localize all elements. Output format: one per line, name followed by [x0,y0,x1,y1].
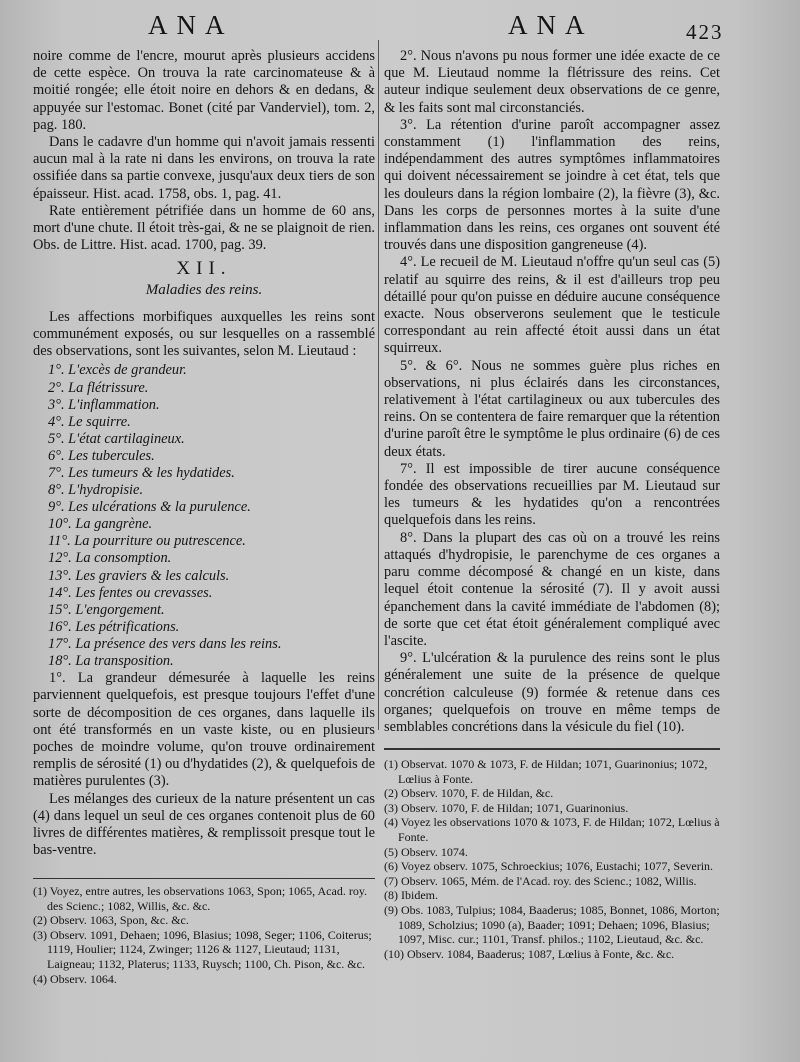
footnote-rule-right [384,748,720,750]
list-item: 4°. Le squirre. [48,413,131,430]
paragraph: Les mélanges des curieux de la nature présentent un cas (4) dans lequel un seul de ces organes contenoit plus de 60 livres de différentes matières, & remplissoit presque tout le bas-ventre. [33,790,375,859]
column-divider [378,40,379,730]
section-number: XII. [176,258,232,280]
paragraph: Rate entièrement pétrifiée dans un homme de 60 ans, mort d'une chute. Il étoit très-gai, & ne se plaignoit de rien. Obs. de Littre. Hist. acad. 1700, pag. 39. [33,202,375,254]
paragraph: 7°. Il est impossible de tirer aucune conséquence fondée des observations recueillies par M. Lieutaud sur les tumeurs & les hydatides qu'on a rencontrées quelquefois dans les reins. [384,460,720,529]
disease-list [33,362,375,670]
section-title: Maladies des reins. [145,281,263,298]
footnote: (2) Observ. 1070, F. de Hildan, &c. [384,786,554,801]
footnote: (4) Voyez les observations 1070 & 1073, F. de Hildan; 1072, Lœlius à Fonte. [384,815,720,844]
list-item: 13°. Les graviers & les calculs. [48,567,230,584]
paragraph: 9°. L'ulcération & la purulence des reins sont le plus généralement une suite de la présence de quelque concrétion calculeuse (9) formée & retenue dans ces organes; quelquefois on trouve en même temps de semblables concrétions dans la vésicule du fiel (10). [384,650,720,735]
footnote: (6) Voyez observ. 1075, Schroeckius; 1076, Eustachi; 1077, Severin. [384,859,714,874]
paragraph: noire comme de l'encre, mourut après plusieurs accidens de cette espèce. On trouva la rate carcinomateuse & à moitié rongée; elle étoit noire en dehors & en dedans, & appuyée sur l'estomac. Bonet (cité par Vanderviel), tom. 2, pag. 180. [33,48,375,133]
list-item: 17°. La présence des vers dans les reins. [48,635,282,652]
list-item: 18°. La transposition. [48,653,174,670]
right-column [384,48,720,736]
footnote: (3) Observ. 1070, F. de Hildan; 1071, Guarinonius. [384,800,629,815]
list-item: 8°. L'hydropisie. [48,482,144,499]
footnote: (9) Obs. 1083, Tulpius; 1084, Baaderus; 1085, Bonnet, 1086, Morton; 1089, Scholzius; 1090 (a), Baader; 1091; Dehaen; 1096, Blasius; 1097, Misc. cur.; 1101, Transf. philos.; 1102, Lieutaud, &c. &c. [384,902,720,947]
list-item: 16°. Les pétrifications. [48,618,180,635]
list-item: 15°. L'engorgement. [48,601,165,618]
list-item: 3°. L'inflammation. [48,396,160,413]
footnote-rule-left [33,878,375,879]
paragraph: 2°. Nous n'avons pu nous former une idée exacte de ce que M. Lieutaud nomme la flétrissure des reins. Cet auteur indique seulement deux observations de ce genre, & les faits sont mal circonstanciés. [384,48,720,116]
footnote: (7) Observ. 1065, Mém. de l'Acad. roy. des Scienc.; 1082, Willis. [384,873,697,888]
left-column [33,48,375,859]
footnote: (8) Ibidem. [384,888,438,903]
paragraph: Les affections morbifiques auxquelles les reins sont communément exposés, ou sur lesquelles on a rassemblé des observations, sont les suivantes, selon M. Lieutaud : [33,308,375,360]
list-item: 7°. Les tumeurs & les hydatides. [48,465,235,482]
paragraph: 3°. La rétention d'urine paroît accompagner assez constamment (1) l'inflammation des reins, indépendamment des autres symptômes inflammatoires qui doivent nécessairement se joindre à cet état, tels que les douleurs dans la région lombaire (2), la fièvre (3), &c. Dans les corps de personnes mortes à la suite d'une inflammation dans les reins, ces organes ont souvent été trouvés dans une disposition gangreneuse (4). [384,116,720,254]
footnotes-right [384,757,720,961]
running-head-right: ANA [508,10,594,40]
paragraph: Dans le cadavre d'un homme qui n'avoit jamais ressenti aucun mal à la rate ni dans les environs, on trouva la rate ossifiée dans sa partie convexe, jusqu'aux deux tiers de son épaisseur. Hist. acad. 1758, obs. 1, pag. 41. [33,134,375,202]
paragraph: 5°. & 6°. Nous ne sommes guère plus riches en observations, ni plus éclairés dans les circonstances, relativement à l'état cartilagineux ou aux tubercules des reins. On se contentera de faire remarquer que la rétention d'urine paroît être le symptôme le plus ordinaire (6) de ces deux états. [384,357,720,460]
list-item: 11°. La pourriture ou putrescence. [48,533,246,550]
list-item: 14°. Les fentes ou crevasses. [48,584,213,601]
page-number: 423 [686,20,724,44]
footnotes-left [33,884,375,986]
footnote: (2) Observ. 1063, Spon, &c. &c. [33,913,189,928]
footnote: (5) Observ. 1074. [384,844,468,859]
list-item: 1°. L'excès de grandeur. [48,362,187,379]
paragraph: 1°. La grandeur démesurée à laquelle les reins parviennent quelquefois, est presque toujours l'effet d'une sorte de décomposition de ces organes, dans laquelle ils ont été transformés en un vaste kiste, ou en plusieurs poches de moindre volume, qu'on trouve ordinairement remplis de sérosité (1) ou d'hydatides (2), & quelquefois de matières purulentes (3). [33,670,375,790]
footnote: (1) Observat. 1070 & 1073, F. de Hildan; 1071, Guarinonius; 1072, Lœlius à Fonte. [384,757,708,786]
list-item: 6°. Les tubercules. [48,447,155,464]
footnote: (1) Voyez, entre autres, les observations 1063, Spon; 1065, Acad. roy. des Scienc.; 1082, Willis, &c. &c. [33,884,368,913]
paragraph: 8°. Dans la plupart des cas où on a trouvé les reins attaqués d'hydropisie, le parenchyme de ces organes a paru comme décomposé & changé en un kiste, dans lequel étoit contenue la sérosité (7). Il y avoit aussi épanchement dans la cavité immédiate de l'abdomen (8); de sorte que cet état étoit généralement compliqué avec l'ascite. [384,529,720,649]
list-item: 12°. La consomption. [48,550,172,567]
running-head-left: ANA [148,10,234,40]
list-item: 9°. Les ulcérations & la purulence. [48,499,251,516]
footnote: (10) Observ. 1084, Baaderus; 1087, Lœlius à Fonte, &c. &c. [384,946,675,961]
list-item: 5°. L'état cartilagineux. [48,430,185,447]
footnote: (4) Observ. 1064. [33,971,117,986]
list-item: 10°. La gangrène. [48,516,153,533]
paragraph: 4°. Le recueil de M. Lieutaud n'offre qu'un seul cas (5) relatif au squirre des reins, & il est d'ailleurs trop peu détaillé pour qu'on puisse en déduire aucune conséquence exacte. Nous observerons seulement que le testicule correspondant au rein affecté étoit aussi dans un état squirreux. [384,254,720,357]
footnote: (3) Observ. 1091, Dehaen; 1096, Blasius; 1098, Seger; 1106, Coiterus; 1119, Houlier; 1124, Zwinger; 1126 & 1127, Lieutaud; 1131, Laigneau; 1132, Platerus; 1133, Ruysch; 1100, Ch. Pison, &c. &c. [33,927,372,971]
list-item: 2°. La flétrissure. [48,379,149,396]
